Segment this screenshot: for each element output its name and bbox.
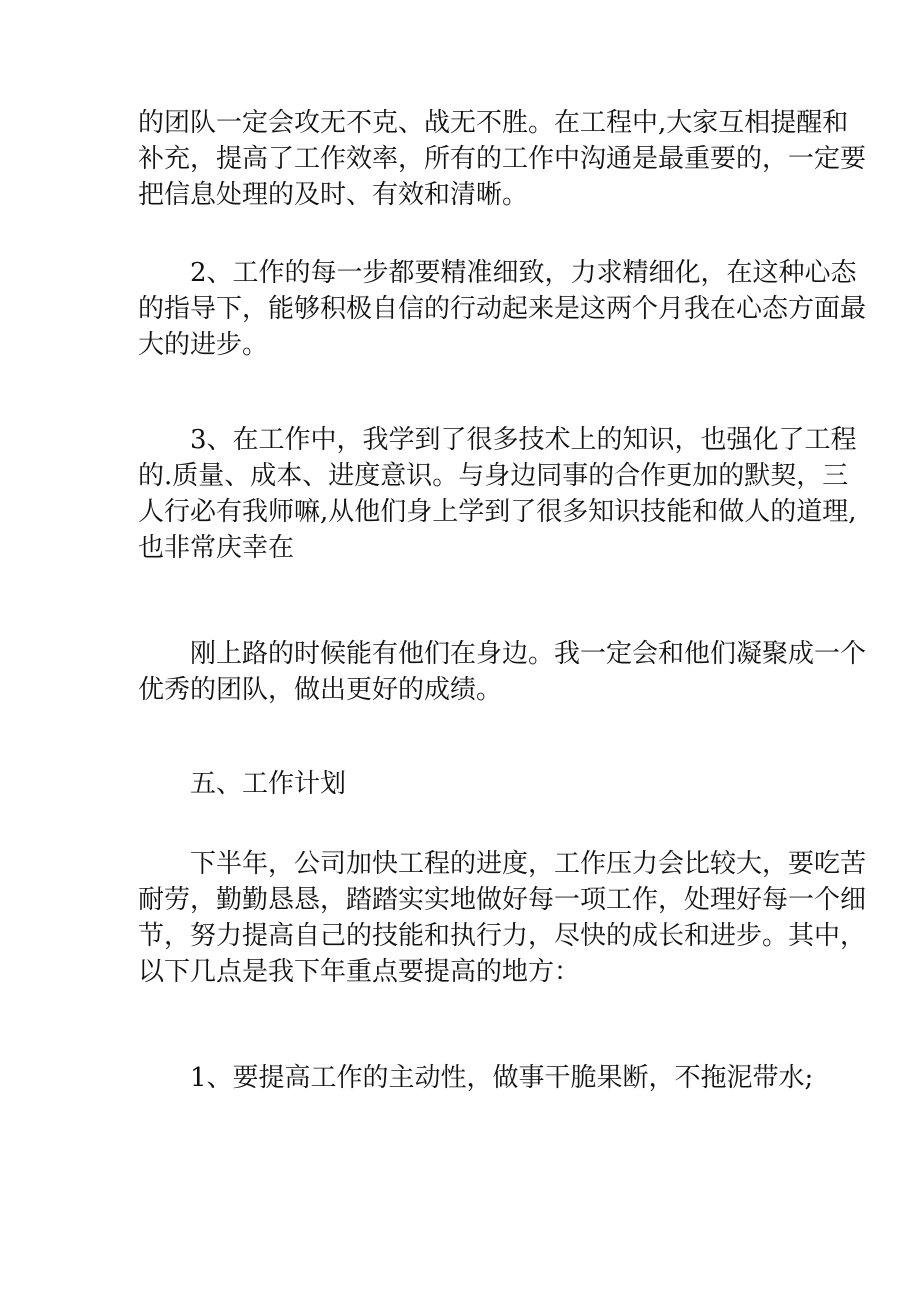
text-line: 大的进步。	[138, 330, 269, 360]
text-line: 把信息处理的及时、有效和清晰。	[138, 180, 529, 210]
text-line: 优秀的团队，做出更好的成绩。	[138, 675, 503, 705]
paragraph-second-half-plan	[138, 846, 867, 990]
text-line: 2、工作的每一步都要精准细致，力求精细化，在这种心态	[190, 258, 857, 288]
text-line: 的指导下，能够积极自信的行动起来是这两个月我在心态方面最	[138, 294, 867, 324]
paragraph-team-communication	[138, 105, 867, 213]
text-line: 刚上路的时候能有他们在身边。我一定会和他们凝聚成一个	[190, 639, 867, 669]
text-line: 五、工作计划	[190, 769, 347, 799]
paragraph-item-3	[138, 422, 857, 566]
text-line: 的.质量、成本、进度意识。与身边同事的合作更加的默契，三	[138, 461, 849, 491]
text-line: 补充，提高了工作效率，所有的工作中沟通是最重要的，一定要	[138, 144, 867, 174]
text-line: 人行必有我师嘛,从他们身上学到了很多知识技能和做人的道理,	[138, 497, 857, 527]
paragraph-item-2	[138, 255, 867, 363]
text-line: 3、在工作中，我学到了很多技术上的知识，也强化了工程	[190, 425, 857, 455]
text-line: 的团队一定会攻无不克、战无不胜。在工程中,大家互相提醒和	[138, 108, 849, 138]
text-line: 也非常庆幸在	[138, 533, 295, 563]
text-line: 耐劳，勤勤恳恳，踏踏实实地做好每一项工作，处理好每一个细	[138, 885, 867, 915]
text-line: 节，努力提高自己的技能和执行力，尽快的成长和进步。其中，	[138, 921, 867, 951]
section-heading-work-plan	[138, 766, 798, 802]
text-line: 1、要提高工作的主动性，做事干脆果断，不拖泥带水;	[190, 1063, 814, 1093]
text-line: 下半年，公司加快工程的进度，工作压力会比较大，要吃苦	[190, 849, 867, 879]
paragraph-plan-item-1	[138, 1060, 814, 1096]
paragraph-continuation	[138, 636, 867, 708]
text-line: 以下几点是我下年重点要提高的地方：	[138, 957, 581, 987]
